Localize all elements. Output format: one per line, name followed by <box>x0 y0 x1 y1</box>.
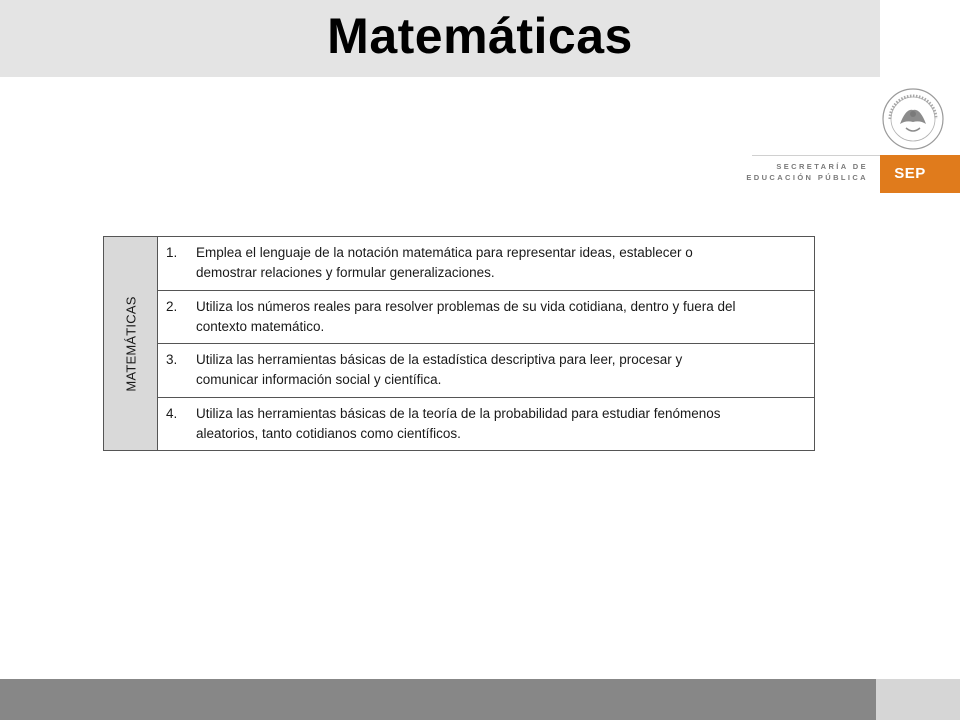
slide-title: Matemáticas <box>327 8 633 64</box>
sep-label: SEP <box>894 165 926 182</box>
row-number: 1. <box>166 245 178 260</box>
footer-band <box>0 679 876 720</box>
secretaria-text <box>668 161 868 183</box>
competencias-table <box>103 236 815 451</box>
brand-divider <box>752 155 880 156</box>
row-text <box>196 297 806 344</box>
table-row <box>158 344 814 398</box>
table-row <box>158 237 814 291</box>
row-text-line: aleatorios, tanto cotidianos como científicos. <box>196 425 461 441</box>
row-text <box>196 243 806 290</box>
coat-of-arms-seal-icon <box>880 86 946 152</box>
subject-side-label: MATEMÁTICAS <box>123 295 138 392</box>
competencias-rows <box>158 237 814 450</box>
row-text <box>196 350 806 397</box>
row-text <box>196 404 806 451</box>
secretaria-line-2: EDUCACIÓN PÚBLICA <box>746 173 868 182</box>
row-text-line: demostrar relaciones y formular generalizaciones. <box>196 265 495 280</box>
table-row <box>158 398 814 451</box>
secretaria-line-1: SECRETARÍA DE <box>776 162 868 171</box>
row-text-line: Utiliza los números reales para resolver problemas de su vida cotidiana, dentro y fuera del <box>196 298 736 314</box>
row-text-line: Utiliza las herramientas básicas de la estadística descriptiva para leer, procesar y <box>196 352 683 367</box>
row-number: 4. <box>166 405 178 421</box>
sep-logo <box>880 155 960 193</box>
row-number: 3. <box>166 352 178 367</box>
row-number: 2. <box>166 298 178 314</box>
row-text-line: comunicar información social y científica. <box>196 372 442 387</box>
table-row <box>158 291 814 345</box>
subject-side-cell <box>104 237 158 450</box>
footer-corner <box>876 679 960 720</box>
row-text-line: Emplea el lenguaje de la notación matemática para representar ideas, establecer o <box>196 245 693 260</box>
row-text-line: contexto matemático. <box>196 318 325 334</box>
row-text-line: Utiliza las herramientas básicas de la teoría de la probabilidad para estudiar fenómenos <box>196 405 721 421</box>
